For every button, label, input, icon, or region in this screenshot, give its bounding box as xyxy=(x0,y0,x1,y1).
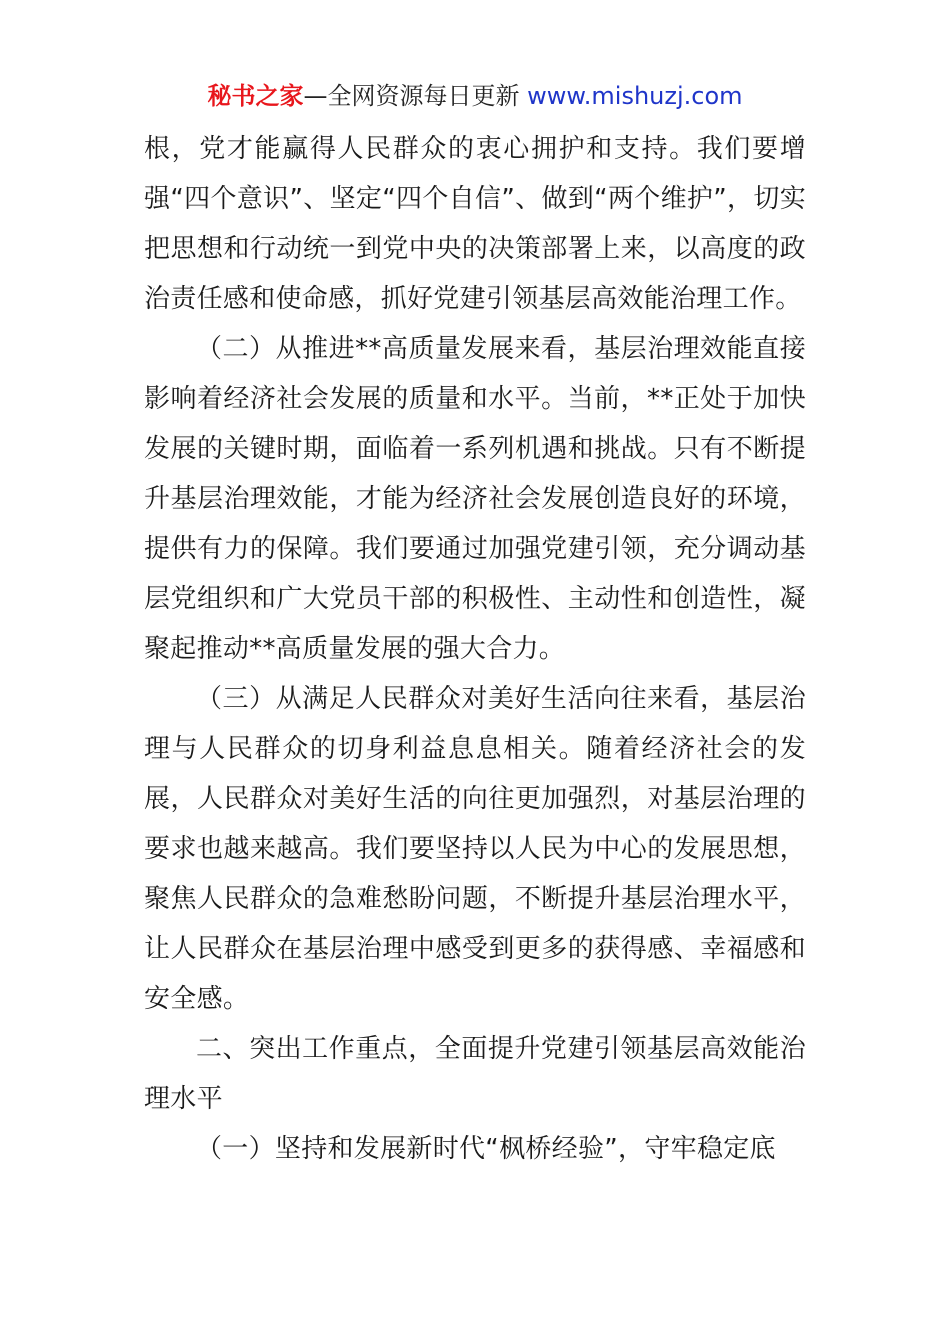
paragraph-section-3: （三）从满足人民群众对美好生活向往来看，基层治理与人民群众的切身利益息息相关。随着经济社会的发展，人民群众对美好生活的向往更加强烈，对基层治理的要求也越来越高。我们要坚持以人民为中心的发展思想，聚焦人民群众的急难愁盼问题，不断提升基层治理水平，让人民群众在基层治理中感受到更多的获得感、幸福感和安全感。 xyxy=(144,684,806,1014)
paragraph-continuation: 根，党才能赢得人民群众的衷心拥护和支持。我们要增强“四个意识”、坚定“四个自信”、做到“两个维护”，切实把思想和行动统一到党中央的决策部署上来，以高度的政治责任感和使命感，抓好党建引领基层高效能治理工作。 xyxy=(144,134,806,314)
document-body xyxy=(144,124,806,1174)
header-url[interactable]: www.mishuzj.com xyxy=(527,82,743,110)
header-brand: 秘书之家 xyxy=(207,82,304,110)
heading-part-two: 二、突出工作重点，全面提升党建引领基层高效能治理水平 xyxy=(144,1034,806,1114)
paragraph-subsection-1: （一）坚持和发展新时代“枫桥经验”，守牢稳定底 xyxy=(196,1134,776,1164)
paragraph-section-2: （二）从推进**高质量发展来看，基层治理效能直接影响着经济社会发展的质量和水平。当前，**正处于加快发展的关键时期，面临着一系列机遇和挑战。只有不断提升基层治理效能，才能为经济社会发展创造良好的环境，提供有力的保障。我们要通过加强党建引领，充分调动基层党组织和广大党员干部的积极性、主动性和创造性，凝聚起推动**高质量发展的强大合力。 xyxy=(144,334,806,664)
header-slogan: —全网资源每日更新 xyxy=(303,82,520,110)
page-header xyxy=(0,80,950,112)
